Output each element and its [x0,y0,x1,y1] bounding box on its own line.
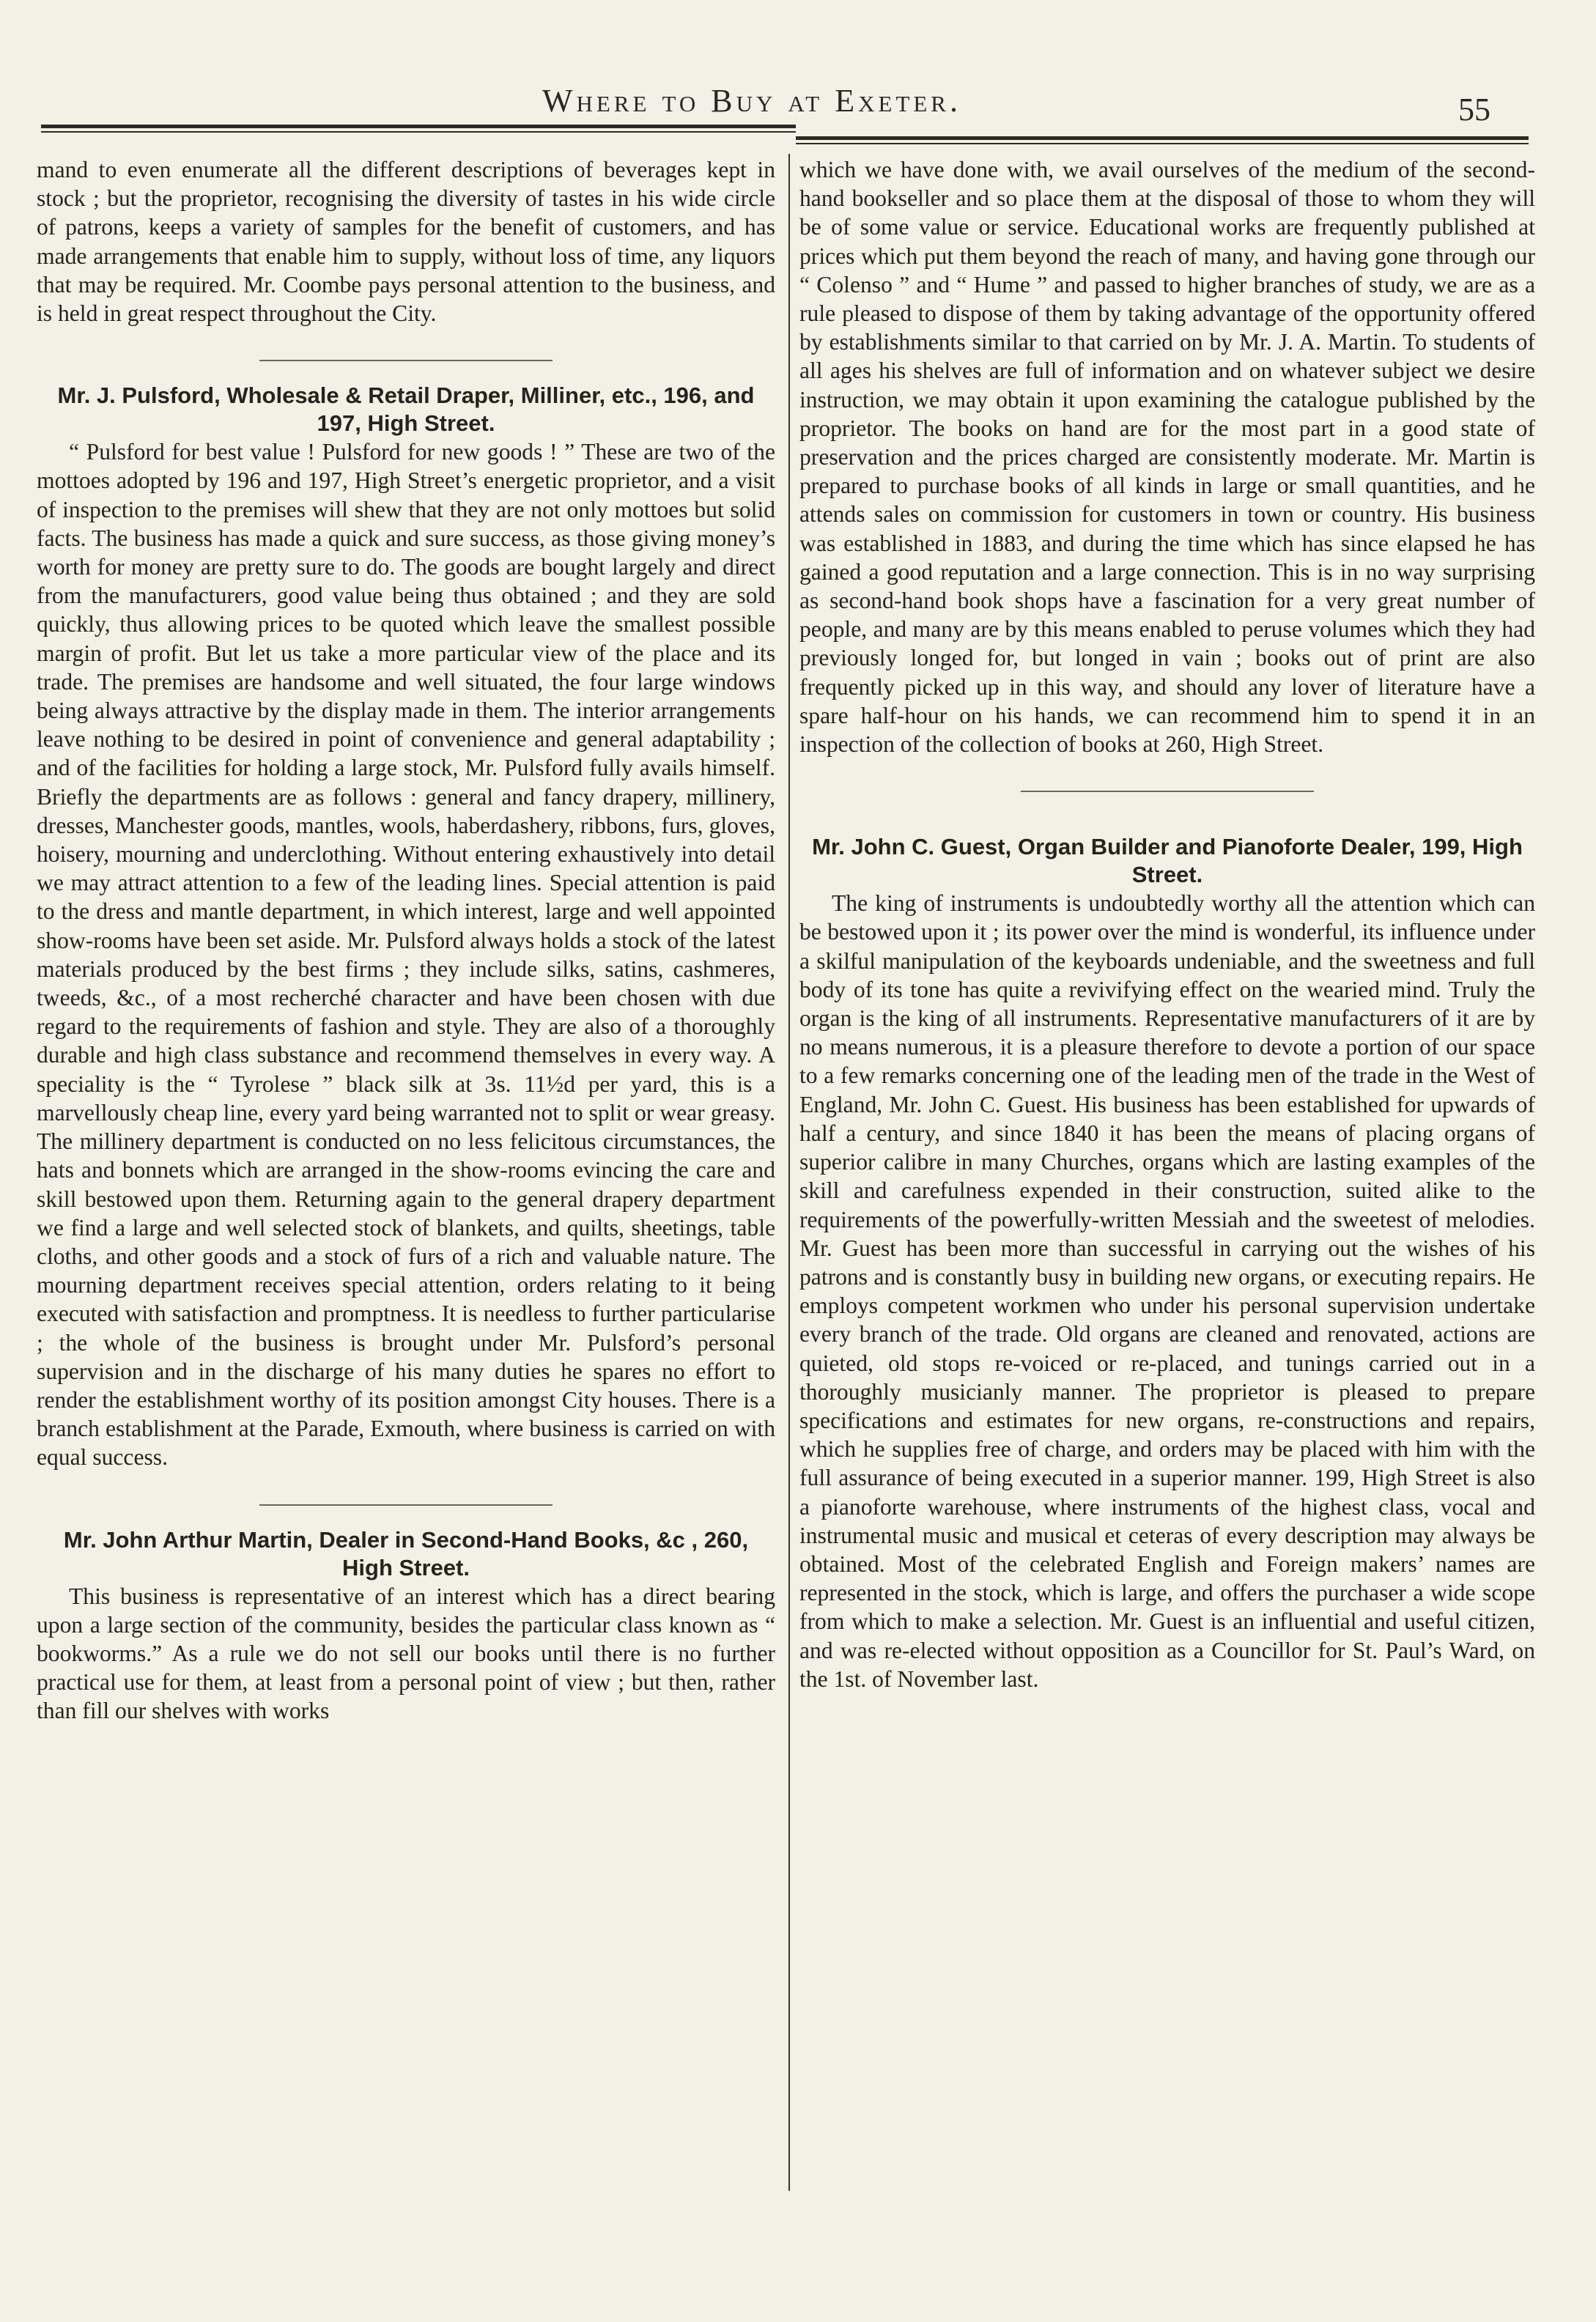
martin-body: This business is representative of an interest which has a direct bearing upon a large section of the community, besides the particular class known as “ bookworms.” As a rule we do not sell our books until there is no further practical use for them, at least from a personal point of view ; but then, rather than fill our shelves with works [37,1583,775,1724]
header-rule-left [41,125,796,133]
guest-body: The king of instruments is undoubtedly worthy all the attention which can be bestowed upon it ; its power over the mind is wonderful, its influence under a skilful manipulation of the keyboards undeniable, and the sweetness and full body of its tone has quite a revivifying effect on the wearied mind. Truly the organ is the king of all instruments. Representative manufacturers of it are by no means numerous, it is a pleasure therefore to devote a portion of our space to a few remarks concerning one of the leading men of the trade in the West of England, Mr. John C. Guest. His business has been established for upwards of half a century, and since 1840 it has been the means of placing organs of superior calibre in many Churches, organs which are lasting examples of the skill and carefulness expended in their construction, suited alike to the requirements of the powerfully-written Messiah and the sweetest of melodies. Mr. Guest has been more than successful in carrying out the wishes of his patrons and is constantly busy in building new organs, or executing repairs. He employs competent workmen who under his personal supervision undertake every branch of the trade. Old organs are cleaned and renovated, actions are quieted, old stops re-voiced or re-placed, and tunings carried out in a thoroughly musicianly manner. The proprietor is pleased to prepare specifications and estimates for new organs, re-constructions and repairs, which he supplies free of charge, and orders may be placed with him with the full assurance of being executed in a superior manner. 199, High Street is also a pianoforte warehouse, where instruments of the highest class, vocal and instrumental music and musical et ceteras of every description may always be obtained. Most of the celebrated English and Foreign makers’ names are represented in the stock, which is large, and offers the purchaser a wide scope from which to make a selection. Mr. Guest is an influential and useful citizen, and was re-elected without opposition as a Councillor for St. Paul’s Ward, on the 1st. of November last. [799,890,1535,1692]
right-column [799,155,1535,1693]
column-divider [788,154,790,2191]
left-column [37,155,775,1726]
pulsford-body: “ Pulsford for best value ! Pulsford for new goods ! ” These are two of the mottoes adopted by 196 and 197, High Street’s energetic proprietor, and a visit of inspection to the premises will shew that they are not only mottoes but solid facts. The business has made a quick and sure success, as those giving money’s worth for money are pretty sure to do. The goods are bought largely and direct from the manufacturers, good value being thus obtained ; and they are sold quickly, thus allowing prices to be quoted which leave the smallest possible margin of profit. But let us take a more particular view of the place and its trade. The premises are handsome and well situated, the four large windows being always attractive by the display made in them. The interior arrangements leave nothing to be desired in point of convenience and general adaptability ; and of the facilities for holding a large stock, Mr. Pulsford fully avails himself. Briefly the departments are as follows : general and fancy drapery, millinery, dresses, Manchester goods, mantles, wools, haberdashery, ribbons, furs, gloves, hoisery, mourning and underclothing. Without entering exhaustively into detail we may attract attention to a few of the leading lines. Special attention is paid to the dress and mantle department, in which interest, large and well appointed show-rooms have been set aside. Mr. Pulsford always holds a stock of the latest materials produced by the best firms ; they include silks, satins, cashmeres, tweeds, &c., of a most recherché character and have been chosen with due regard to the requirements of fashion and style. They are also of a thoroughly durable and high class substance and recommend themselves in every way. A speciality is the “ Tyrolese ” black silk at 3s. 11½d per yard, this is a marvellously cheap line, every yard being warranted not to split or wear greasy. The millinery department is conducted on no less felicitous circumstances, the hats and bonnets which are arranged in the show-rooms evincing the care and skill bestowed upon them. Returning again to the general drapery department we find a large and well selected stock of blankets, and quilts, sheetings, table cloths, and other goods and a stock of furs of a rich and valuable nature. The mourning department receives special attention, orders relating to it being executed with satisfaction and promptness. It is needless to further particularise ; the whole of the business is brought under Mr. Pulsford’s personal supervision and in the discharge of his many duties he spares no effort to render the establishment worthy of its position amongst City houses. There is a branch establishment at the Parade, Exmouth, where business is carried on with equal success. [37,439,775,1471]
martin-heading: Mr. John Arthur Martin, Dealer in Second-Hand Books, &c , 260, High Street. [63,1526,749,1580]
running-header: Where to Buy at Exeter. [542,83,961,119]
header-rule-right [796,136,1529,144]
pulsford-heading: Mr. J. Pulsford, Wholesale & Retail Draper, Milliner, etc., 196, and 197, High Street. [57,382,755,437]
martin-body-continued: which we have done with, we avail ourselves of the medium of the second-hand bookseller and so place them at the disposal of those to whom they will be of some value or service. Educational works are frequently published at prices which put them beyond the reach of many, and having gone through our “ Colenso ” and “ Hume ” and passed to higher branches of study, we are as a rule pleased to dispose of them by taking advantage of the opportunity offered by establishments similar to that carried on by Mr. J. A. Martin. To students of all ages his shelves are full of information and on whatever subject we desire instruction, we may obtain it upon examining the catalogue published by the proprietor. The books on hand are for the most part in a good state of preservation and the prices charged are consistently moderate. Mr. Martin is prepared to purchase books of all kinds in large or small quantities, and he attends sales on commission for customers in town or country. His business was established in 1883, and during the time which has since elapsed he has gained a good reputation and a large connection. This is in no way surprising as second-hand book shops have a fascination for a very great number of people, and many are by this means enabled to peruse volumes which they had previously longed for, but longed in vain ; books out of print are also frequently picked up in this way, and should any lover of literature have a spare half-hour on his hands, we can recommend him to spend it in an inspection of the collection of books at 260, High Street. [799,157,1535,758]
guest-heading: Mr. John C. Guest, Organ Builder and Pianoforte Dealer, 199, High Street. [812,834,1523,888]
coombe-article-continuation: mand to even enumerate all the different descriptions of beverages kept in stock ; but the proprietor, recognising the diversity of tastes in his wide circle of patrons, keeps a variety of samples for the benefit of customers, and has made arrangements that enable him to supply, without loss of time, any liquors that may be required. Mr. Coombe pays personal attention to the business, and is held in great respect throughout the City. [37,157,775,327]
page-number: 55 [1458,92,1490,127]
